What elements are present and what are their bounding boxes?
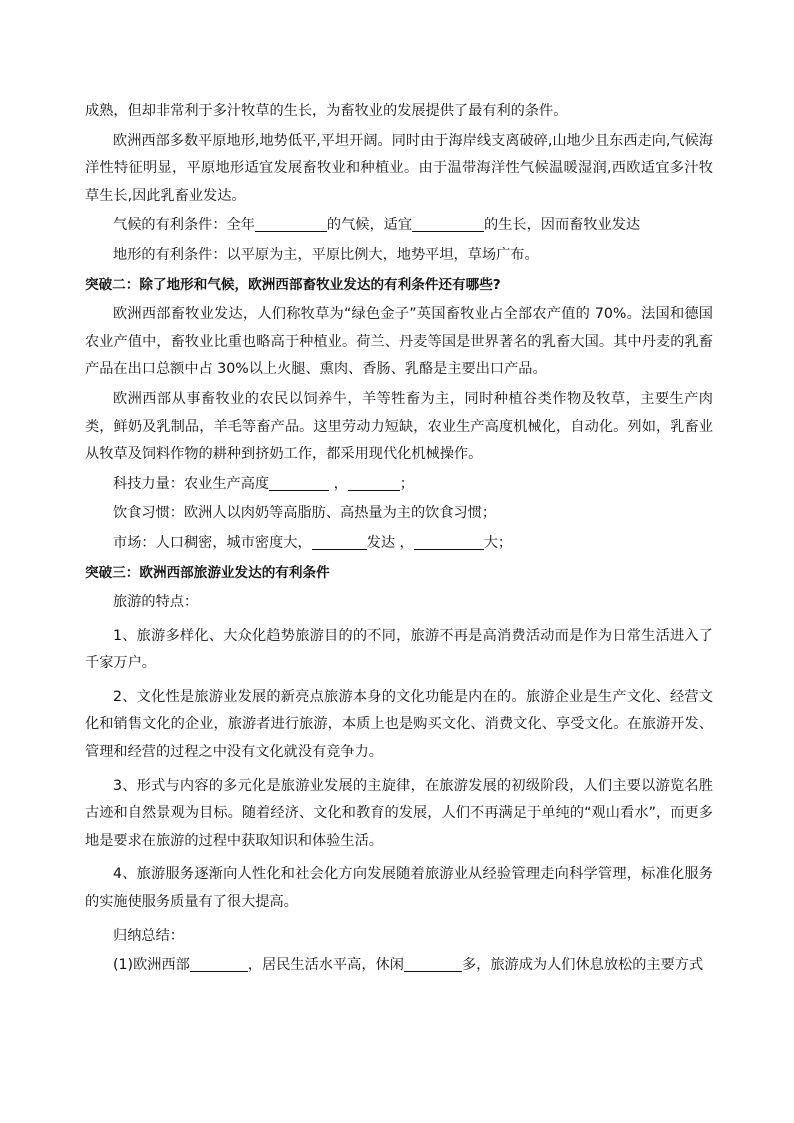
tech-label: 科技力量：农业生产高度 bbox=[113, 475, 270, 492]
answer-blank-climate-2[interactable] bbox=[412, 213, 484, 232]
terrain-conditions: 地形的有利条件：以平原为主，平原比例大，地势平坦，草场广布。 bbox=[113, 246, 539, 263]
tech-sep: ， bbox=[329, 475, 348, 492]
summary-1-mid: ，居民生活水平高，休闲 bbox=[247, 957, 404, 974]
paragraph-livestock: 欧洲西部畜牧业发达，人们称牧草为“绿色金子”英国畜牧业占全部农产值的 70%。法国和德国农业产值中，畜牧业比重也略高于种植业。荷兰、丹麦等国是世界著名的乳畜大国。其中丹麦的乳畜产品在出口总额中占 30%以上火腿、熏肉、香肠、乳酪是主要出口产品。 bbox=[85, 306, 713, 378]
climate-label: 气候的有利条件：全年 bbox=[113, 217, 255, 234]
climate-end: 的生长，因而畜牧业发达 bbox=[484, 217, 641, 234]
travel-feature-2: 2、文化性是旅游业发展的新亮点旅游本身的文化功能是内在的。旅游企业是生产文化、经营文化和销售文化的企业，旅游者进行旅游，本质上也是购买文化、消费文化、享受文化。在旅游开发、管理和经营的过程之中没有文化就没有竞争力。 bbox=[85, 688, 713, 761]
fill-in-climate bbox=[85, 212, 713, 240]
summary-1-label: (1)欧洲西部 bbox=[113, 957, 190, 974]
market-mid: 发达 ， bbox=[366, 534, 414, 551]
tech-end: ； bbox=[399, 475, 414, 492]
diet-habits: 饮食习惯：欧洲人以肉奶等高脂肪、高热量为主的饮食习惯； bbox=[113, 505, 497, 522]
answer-blank-market-1[interactable] bbox=[312, 531, 367, 550]
travel-feature-1: 1、旅游多样化、大众化趋势旅游目的的不同，旅游不再是高消费活动而是作为日常生活进入了千家万户。 bbox=[85, 627, 713, 672]
answer-blank-market-2[interactable] bbox=[414, 531, 484, 550]
summary-title: 归纳总结： bbox=[113, 927, 184, 944]
climate-mid: 的气候，适宜 bbox=[326, 217, 413, 234]
section-heading-3: 突破三：欧洲西部旅游业发达的有利条件 bbox=[85, 564, 330, 581]
fill-in-market bbox=[85, 530, 713, 558]
paragraph-farmers: 欧洲西部从事畜牧业的农民以饲养牛，羊等牲畜为主，同时种植谷类作物及牧草，主要生产肉类，鲜奶及乳制品，羊毛等畜产品。这里劳动力短缺，农业生产高度机械化，自动化。列如，乳畜业从牧草及饲料作物的耕种到挤奶工作，都采用现代化机械操作。 bbox=[85, 390, 713, 463]
travel-feature-4: 4、旅游服务逐渐向人性化和社会化方向发展随着旅游业从经验管理走向科学管理，标准化服务的实施使服务质量有了很大提高。 bbox=[85, 866, 713, 911]
answer-blank-summary-1[interactable] bbox=[190, 953, 248, 972]
answer-blank-tech-1[interactable] bbox=[269, 472, 329, 491]
answer-blank-summary-2[interactable] bbox=[404, 953, 462, 972]
travel-feature-3: 3、形式与内容的多元化是旅游业发展的主旋律，在旅游发展的初级阶段，人们主要以游览名胜古迹和自然景观为目标。随着经济、文化和教育的发展，人们不再满足于单纯的“观山看水”，而更多地是要求在旅游的过程中获取知识和体验生活。 bbox=[85, 777, 713, 849]
fill-in-technology bbox=[85, 471, 713, 499]
market-end: 大； bbox=[483, 534, 513, 551]
travel-features-title: 旅游的特点： bbox=[113, 594, 199, 611]
answer-blank-climate-1[interactable] bbox=[255, 213, 327, 232]
document-body bbox=[85, 98, 713, 980]
paragraph-terrain-climate: 欧洲西部多数平原地形,地势低平,平坦开阔。同时由于海岸线支离破碎,山地少且东西走向,气候海洋性特征明显，平原地形适宜发展畜牧业和种植业。由于温带海洋性气候温暖湿润,西欧适宜多汁牧草生长,因此乳畜业发达。 bbox=[85, 132, 713, 204]
fill-in-summary-1 bbox=[85, 952, 713, 980]
market-label: 市场：人口稠密，城市密度大， bbox=[113, 534, 312, 551]
paragraph-intro-end: 成熟，但却非常利于多汁牧草的生长，为畜牧业的发展提供了最有利的条件。 bbox=[85, 103, 568, 119]
answer-blank-tech-2[interactable] bbox=[348, 472, 400, 491]
summary-1-end: 多，旅游成为人们休息放松的主要方式 bbox=[461, 957, 704, 974]
section-heading-2: 突破二：除了地形和气候，欧洲西部畜牧业发达的有利条件还有哪些? bbox=[85, 276, 501, 293]
